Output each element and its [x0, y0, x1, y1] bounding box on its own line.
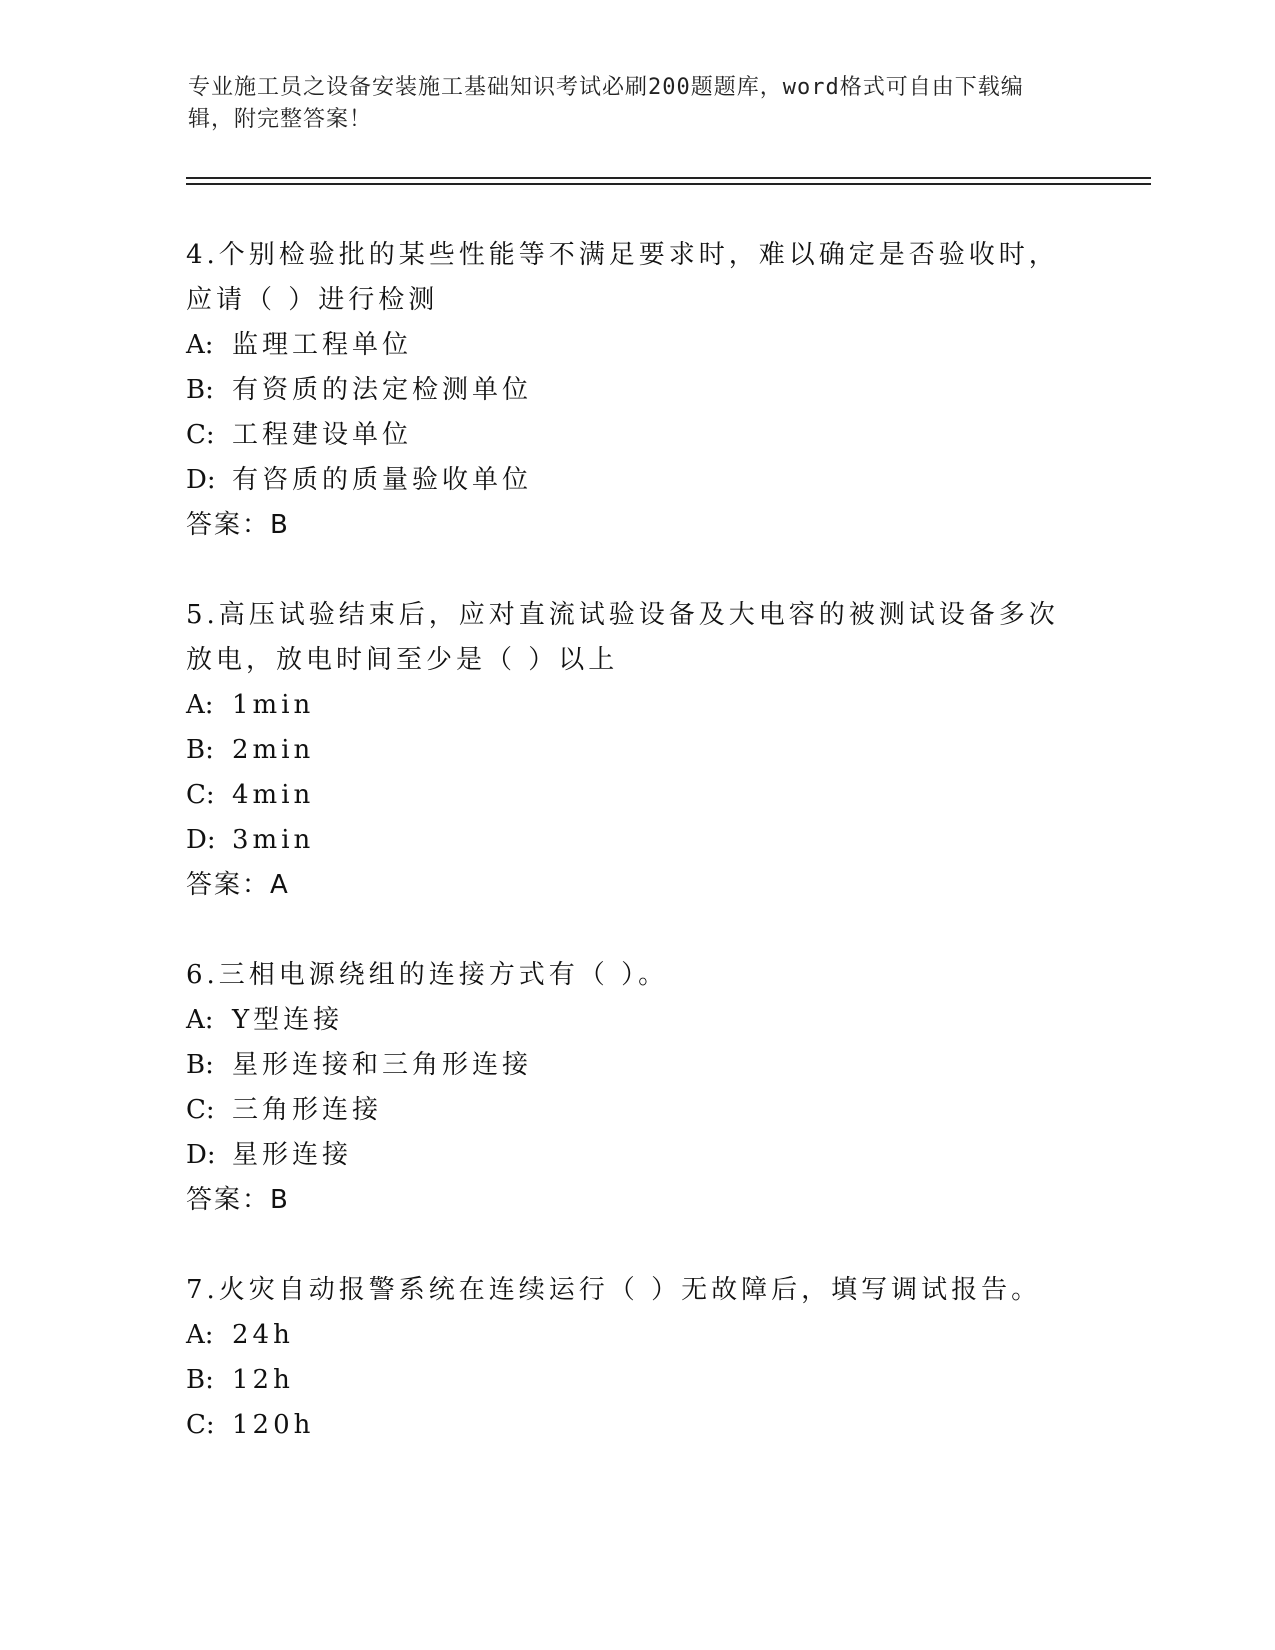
option-letter: C: — [186, 1410, 215, 1440]
option-letter: B: — [186, 735, 214, 765]
option-a — [186, 323, 1076, 368]
option-text: 2min — [232, 735, 315, 765]
option-c — [186, 773, 1076, 818]
option-letter: B: — [186, 1050, 214, 1080]
option-letter: D: — [186, 1140, 216, 1170]
question-stem: 7.火灾自动报警系统在连续运行（ ）无故障后，填写调试报告。 — [186, 1275, 1042, 1305]
option-text: 星形连接 — [232, 1140, 353, 1170]
option-text: 1min — [232, 690, 315, 720]
option-a — [186, 1313, 1076, 1358]
question-7 — [186, 1268, 1076, 1448]
option-a — [186, 683, 1076, 728]
option-letter: C: — [186, 780, 215, 810]
document-header: 专业施工员之设备安装施工基础知识考试必刷200题题库，word格式可自由下载编辑，附完整答案！ — [188, 75, 1024, 132]
option-letter: C: — [186, 420, 215, 450]
answer-line — [186, 503, 1076, 548]
option-b — [186, 368, 1076, 413]
option-letter: A: — [186, 1005, 214, 1035]
option-letter: A: — [186, 690, 214, 720]
question-stem: 4.个别检验批的某些性能等不满足要求时，难以确定是否验收时，应请（ ）进行检测 — [186, 240, 1059, 315]
option-text: 工程建设单位 — [232, 420, 413, 450]
option-text: 120h — [232, 1410, 315, 1440]
option-text: 监理工程单位 — [232, 330, 413, 360]
option-letter: B: — [186, 375, 214, 405]
option-letter: D: — [186, 825, 216, 855]
option-text: 三角形连接 — [232, 1095, 383, 1125]
option-d — [186, 1133, 1076, 1178]
option-letter: B: — [186, 1365, 214, 1395]
option-text: 3min — [232, 825, 315, 855]
answer-value: B — [270, 1185, 290, 1215]
option-c — [186, 1088, 1076, 1133]
option-c — [186, 413, 1076, 458]
option-c — [186, 1403, 1076, 1448]
option-b — [186, 1043, 1076, 1088]
option-text: 星形连接和三角形连接 — [232, 1050, 533, 1080]
answer-value: B — [270, 510, 290, 540]
option-text: 24h — [232, 1320, 294, 1350]
answer-value: A — [270, 870, 290, 900]
option-b — [186, 728, 1076, 773]
option-b — [186, 1358, 1076, 1403]
answer-label: 答案： — [186, 510, 271, 540]
question-stem: 5.高压试验结束后，应对直流试验设备及大电容的被测试设备多次放电，放电时间至少是（ ）以上 — [186, 600, 1059, 675]
question-list — [186, 233, 1076, 1448]
answer-label: 答案： — [186, 870, 271, 900]
header-divider-top — [186, 177, 1151, 179]
question-4 — [186, 233, 1076, 548]
option-text: 12h — [232, 1365, 294, 1395]
option-text: 有资质的法定检测单位 — [232, 375, 533, 405]
question-6 — [186, 953, 1076, 1223]
answer-line — [186, 1178, 1076, 1223]
option-text: 有咨质的质量验收单位 — [232, 465, 533, 495]
spacer — [186, 908, 1076, 953]
spacer — [186, 1223, 1076, 1268]
answer-label: 答案： — [186, 1185, 271, 1215]
header-divider-bottom — [186, 183, 1151, 185]
option-letter: A: — [186, 330, 214, 360]
question-stem: 6.三相电源绕组的连接方式有（ ）。 — [186, 960, 669, 990]
option-letter: A: — [186, 1320, 214, 1350]
option-d — [186, 818, 1076, 863]
option-letter: C: — [186, 1095, 215, 1125]
answer-line — [186, 863, 1076, 908]
option-d — [186, 458, 1076, 503]
option-text: 4min — [232, 780, 315, 810]
option-text: Y型连接 — [232, 1005, 344, 1035]
question-5 — [186, 593, 1076, 908]
option-a — [186, 998, 1076, 1043]
spacer — [186, 548, 1076, 593]
option-letter: D: — [186, 465, 216, 495]
